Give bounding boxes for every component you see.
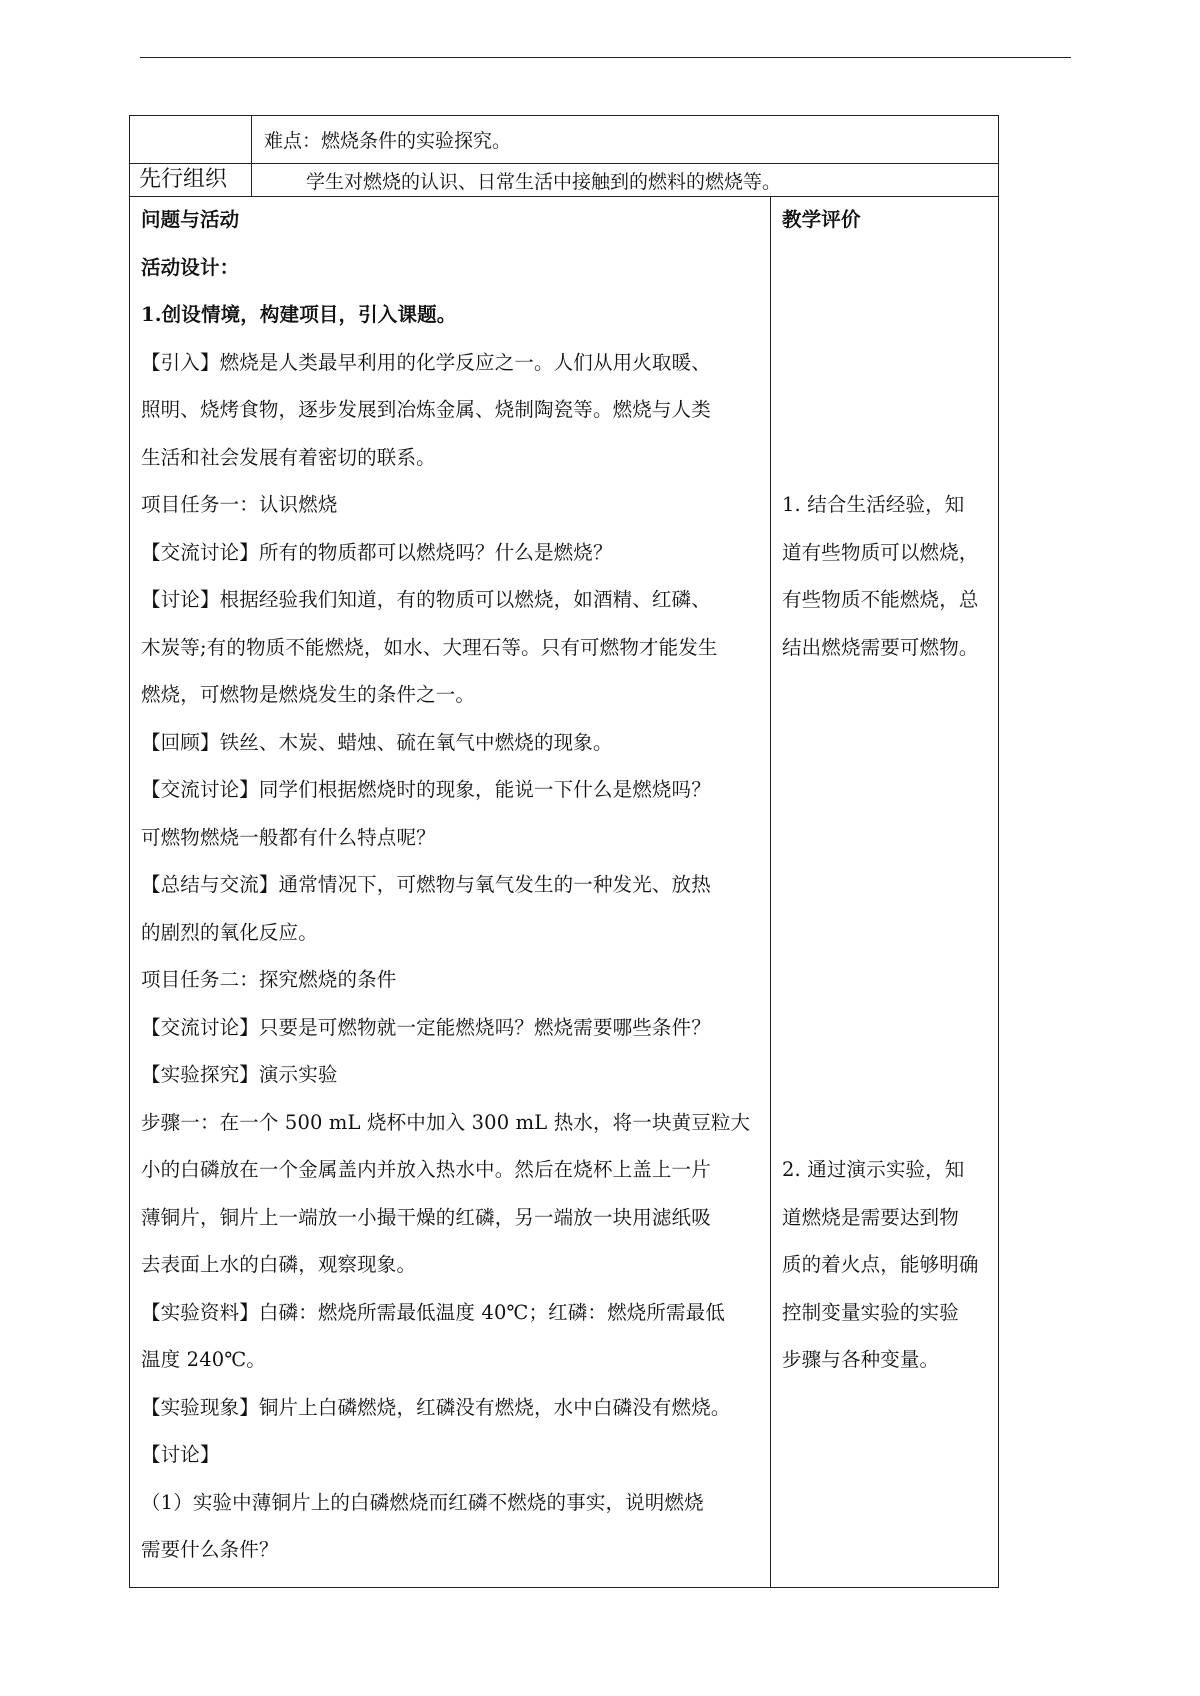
evaluation-line: 步骤与各种变量。	[782, 1348, 940, 1371]
organizer-label: 先行组织	[139, 167, 228, 192]
main-line: 【引入】燃烧是人类最早利用的化学反应之一。人们从用火取暖、	[141, 350, 711, 374]
evaluation-line: 1. 结合生活经验，知	[782, 493, 965, 516]
main-line: 温度 240℃。	[141, 1348, 266, 1371]
evaluation-line: 结出燃烧需要可燃物。	[782, 635, 979, 659]
main-line: 燃烧，可燃物是燃烧发生的条件之一。	[141, 683, 476, 706]
row-divider-1	[129, 163, 999, 164]
main-line: 木炭等;有的物质不能燃烧，如水、大理石等。只有可燃物才能发生	[141, 635, 718, 659]
main-line: 【交流讨论】同学们根据燃烧时的现象，能说一下什么是燃烧吗？	[141, 778, 711, 801]
main-line: 照明、烧烤食物，逐步发展到冶炼金属、烧制陶瓷等。燃烧与人类	[141, 398, 711, 421]
main-line: 【总结与交流】通常情况下，可燃物与氧气发生的一种发光、放热	[141, 873, 711, 896]
main-line: 1.创设情境，构建项目，引入课题。	[141, 303, 457, 326]
main-line: 【实验现象】铜片上白磷燃烧，红磷没有燃烧，水中白磷没有燃烧。	[141, 1395, 731, 1419]
main-line: 【实验资料】白磷：燃烧所需最低温度 40℃；红磷：燃烧所需最低	[141, 1300, 725, 1324]
evaluation-column	[782, 196, 990, 1384]
evaluation-line: 控制变量实验的实验	[782, 1300, 959, 1324]
main-line: 活动设计：	[141, 255, 240, 279]
evaluation-line: 质的着火点，能够明确	[782, 1253, 979, 1276]
main-line: 小的白磷放在一个金属盖内并放入热水中。然后在烧杯上盖上一片	[141, 1158, 711, 1181]
difficulty-text: 难点：燃烧条件的实验探究。	[264, 130, 512, 152]
page-header-rule	[140, 57, 1071, 58]
main-line: 【讨论】根据经验我们知道，有的物质可以燃烧，如酒精、红磷、	[141, 588, 711, 611]
activities-header: 问题与活动	[141, 208, 240, 231]
activities-column	[141, 196, 769, 1574]
main-line: （1）实验中薄铜片上的白磷燃烧而红磷不燃烧的事实，说明燃烧	[141, 1490, 704, 1514]
evaluation-column-divider	[770, 196, 771, 1588]
main-line: 需要什么条件？	[141, 1538, 279, 1561]
organizer-text: 学生对燃烧的认识、日常生活中接触到的燃料的燃烧等。	[306, 171, 782, 193]
label-column-divider	[251, 115, 252, 196]
main-line: 【回顾】铁丝、木炭、蜡烛、硫在氧气中燃烧的现象。	[141, 730, 613, 754]
main-line: 可燃物燃烧一般都有什么特点呢？	[141, 825, 436, 849]
main-line: 步骤一：在一个 500 mL 烧杯中加入 300 mL 热水，将一块黄豆粒大	[141, 1110, 751, 1134]
main-line: 的剧烈的氧化反应。	[141, 920, 318, 944]
evaluation-line: 有些物质不能燃烧，总	[782, 588, 979, 611]
evaluation-line: 道燃烧是需要达到物	[782, 1205, 959, 1229]
main-line: 【实验探究】演示实验	[141, 1063, 338, 1086]
main-line: 【讨论】	[141, 1443, 220, 1466]
evaluation-line: 道有些物质可以燃烧，	[782, 540, 979, 564]
evaluation-header: 教学评价	[782, 208, 861, 231]
main-line: 项目任务一：认识燃烧	[141, 493, 338, 516]
main-line: 【交流讨论】所有的物质都可以燃烧吗？什么是燃烧？	[141, 540, 613, 564]
main-line: 去表面上水的白磷，观察现象。	[141, 1253, 417, 1276]
main-line: 薄铜片，铜片上一端放一小撮干燥的红磷，另一端放一块用滤纸吸	[141, 1205, 711, 1229]
main-line: 项目任务二：探究燃烧的条件	[141, 968, 397, 991]
main-line: 生活和社会发展有着密切的联系。	[141, 445, 436, 469]
main-line: 【交流讨论】只要是可燃物就一定能燃烧吗？燃烧需要哪些条件？	[141, 1015, 711, 1039]
evaluation-line: 2. 通过演示实验，知	[782, 1158, 965, 1181]
